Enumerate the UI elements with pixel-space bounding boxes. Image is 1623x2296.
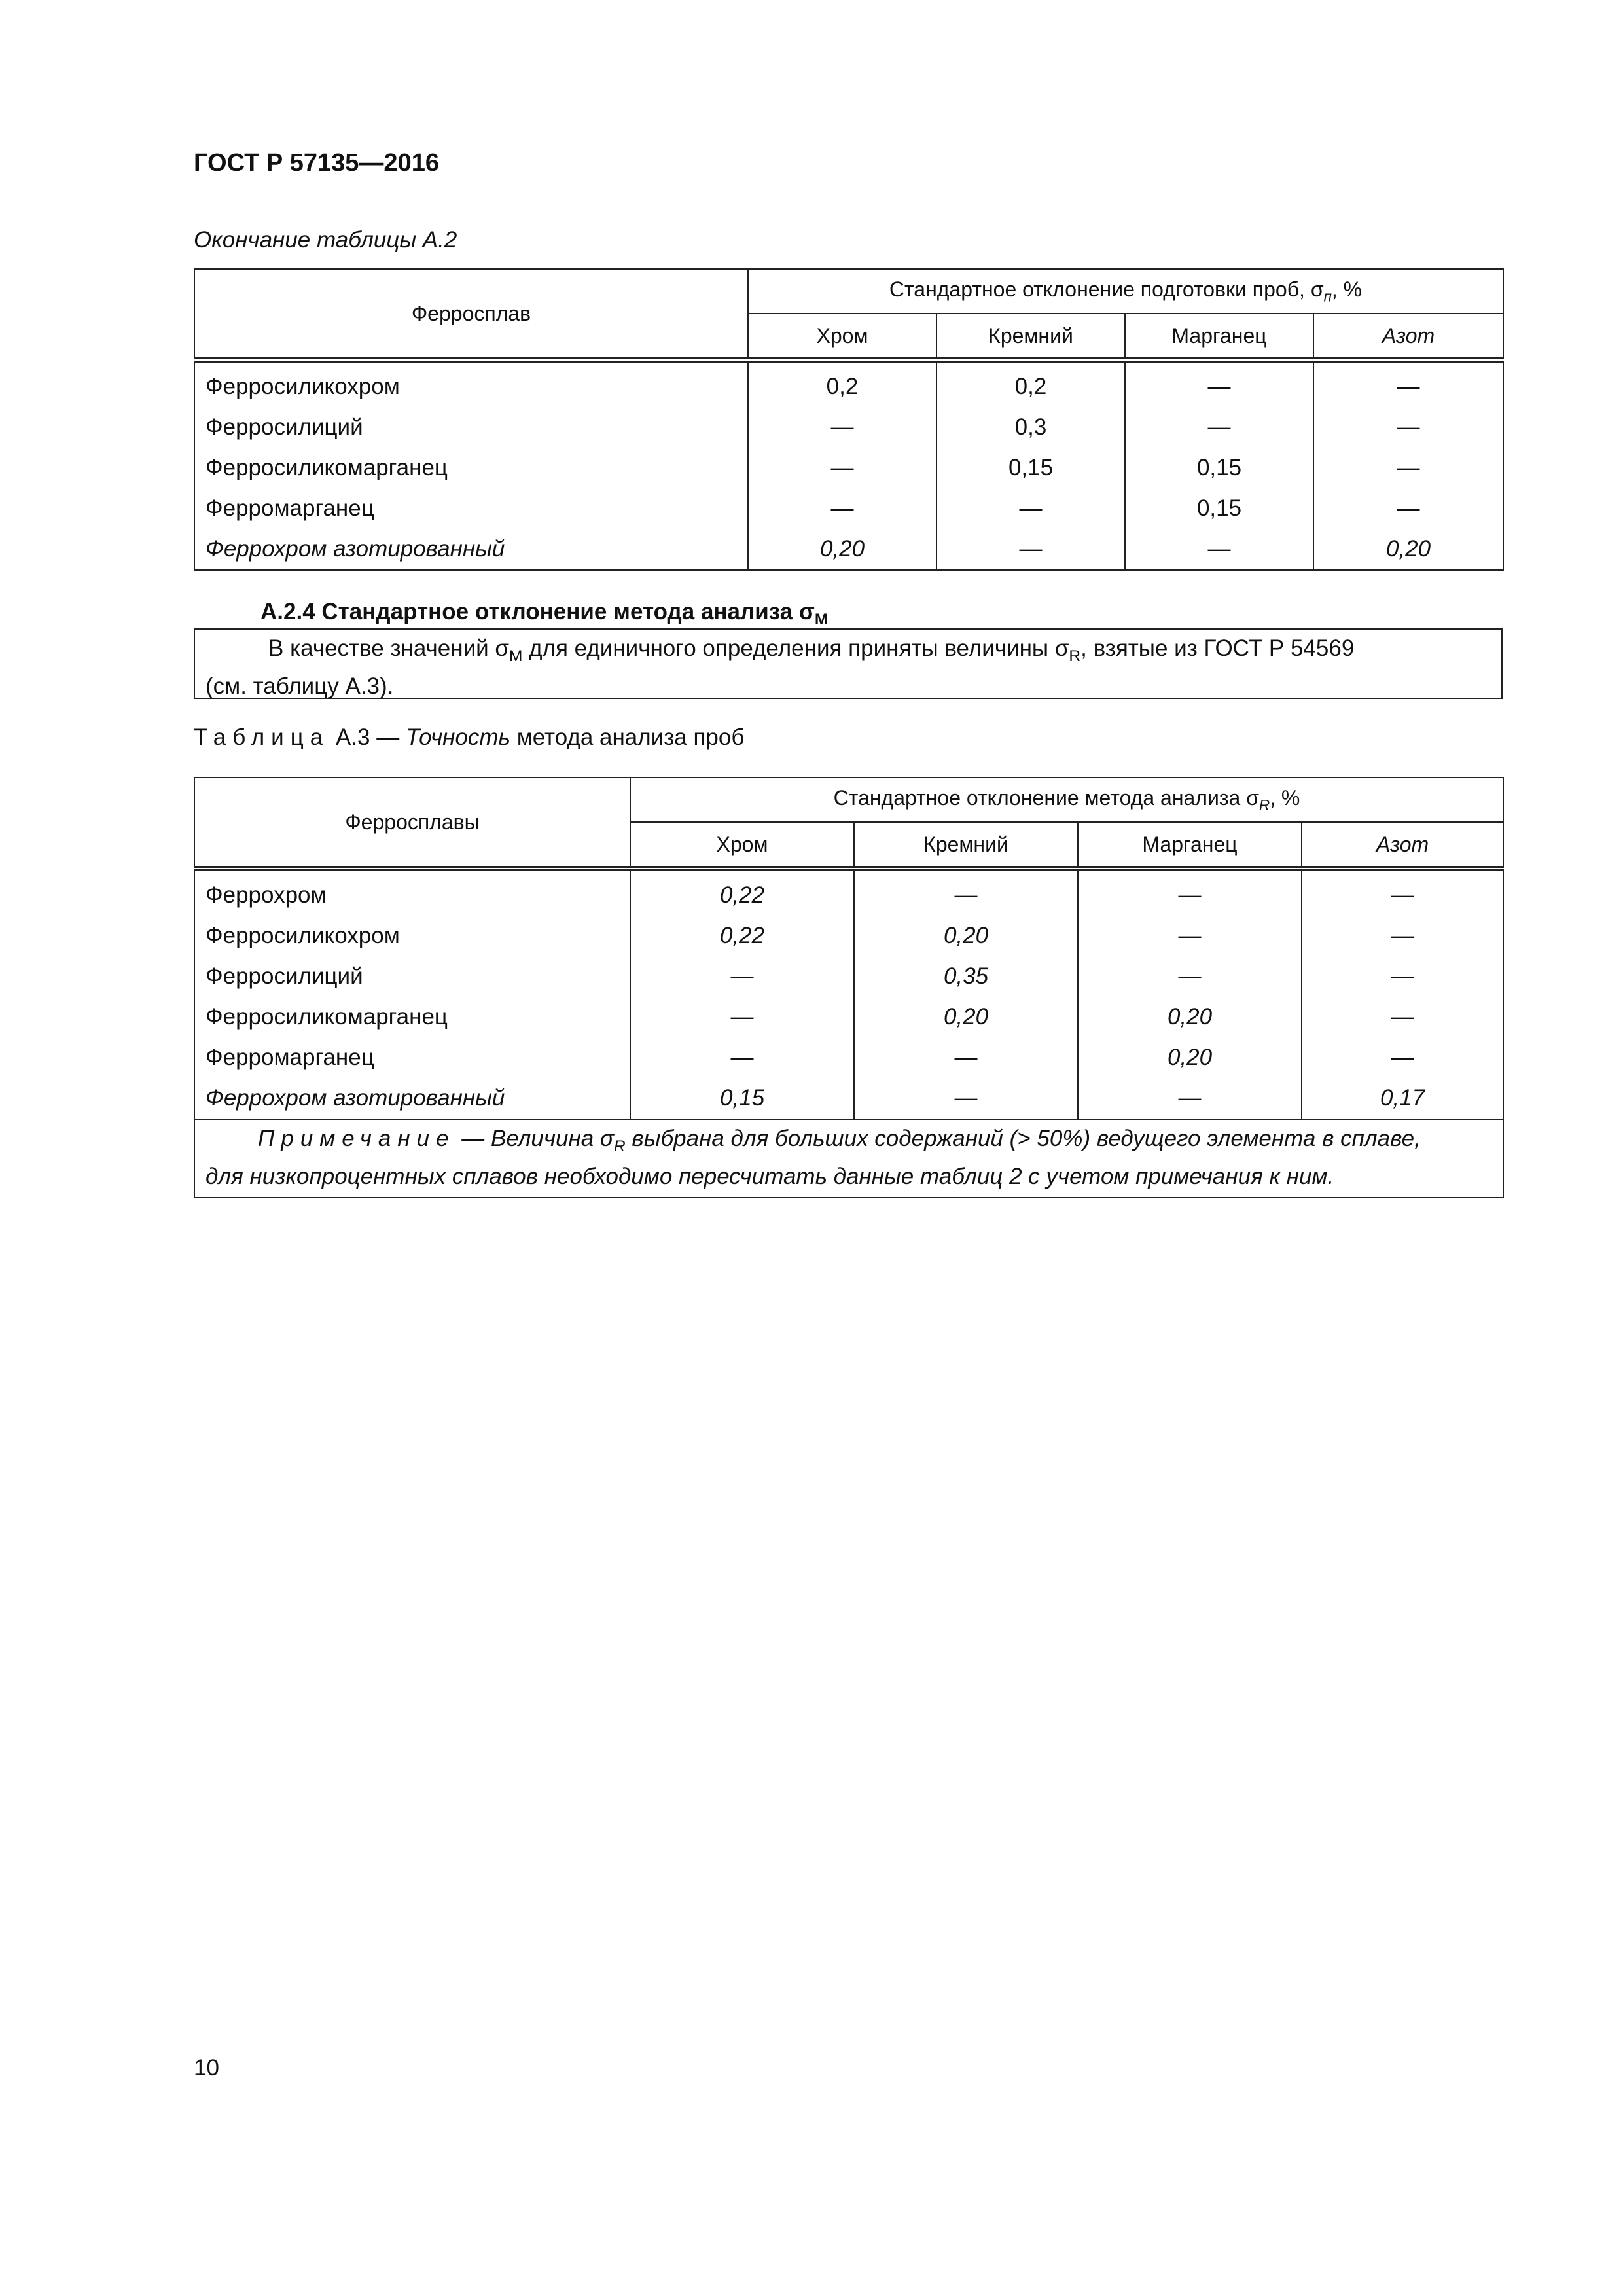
- row-name: Феррохром азотированный: [194, 529, 748, 570]
- cell-value: —: [1125, 360, 1313, 407]
- table-row: [194, 1037, 1503, 1078]
- cell-value: —: [1302, 956, 1503, 997]
- cell-value: —: [1302, 869, 1503, 916]
- table-note-row: [194, 1119, 1503, 1198]
- table-row: [194, 997, 1503, 1037]
- cell-value: —: [1125, 529, 1313, 570]
- table-a3-col-nitrogen: Азот: [1302, 822, 1503, 869]
- table-a3-caption: Таблица А.3 — Точность метода анализа проб: [194, 725, 745, 750]
- section-body-line1: В качестве значений $\sigma_М$ для единичного определения приняты величины $\sigma_R$, взятые из ГОСТ Р 54569: [268, 636, 1355, 665]
- table-a3-col-silicon: Кремний: [854, 822, 1078, 869]
- cell-value: —: [630, 1037, 854, 1078]
- table-continuation-label: Окончание таблицы А.2: [194, 227, 457, 253]
- section-heading-a24: А.2.4 Стандартное отклонение метода анализа $\sigma_М$: [260, 599, 829, 628]
- cell-value: —: [1078, 916, 1302, 956]
- cell-value: —: [1302, 916, 1503, 956]
- table-a3-header-alloys: Ферросплавы: [194, 778, 630, 869]
- row-name: Ферросиликохром: [194, 360, 748, 407]
- table-a3-group-header: Стандартное отклонение метода анализа $\sigma_R$, %: [630, 778, 1503, 822]
- cell-value: 0,20: [854, 997, 1078, 1037]
- cell-value: —: [630, 956, 854, 997]
- table-a3-col-chrome: Хром: [630, 822, 854, 869]
- table-a3: [194, 777, 1504, 1198]
- page-number: 10: [194, 2055, 219, 2081]
- document-code: ГОСТ Р 57135—2016: [194, 149, 439, 177]
- table-row: [194, 869, 1503, 916]
- table-row: [194, 488, 1503, 529]
- cell-value: 0,20: [854, 916, 1078, 956]
- cell-value: 0,15: [936, 448, 1125, 488]
- table-row: [194, 529, 1503, 570]
- cell-value: 0,20: [748, 529, 936, 570]
- row-name: Ферросилиций: [194, 956, 630, 997]
- table-row: [194, 916, 1503, 956]
- table-a2-col-nitrogen: Азот: [1313, 314, 1503, 360]
- row-name: Ферросилиций: [194, 407, 748, 448]
- cell-value: —: [748, 407, 936, 448]
- cell-value: 0,22: [630, 916, 854, 956]
- table-a2-col-silicon: Кремний: [936, 314, 1125, 360]
- cell-value: 0,17: [1302, 1078, 1503, 1119]
- cell-value: —: [1313, 360, 1503, 407]
- table-row: [194, 448, 1503, 488]
- cell-value: 0,22: [630, 869, 854, 916]
- cell-value: —: [1313, 407, 1503, 448]
- cell-value: —: [1078, 869, 1302, 916]
- table-a2-header-alloy: Ферросплав: [194, 269, 748, 360]
- cell-value: —: [630, 997, 854, 1037]
- row-name: Ферросиликомарганец: [194, 448, 748, 488]
- cell-value: —: [748, 488, 936, 529]
- cell-value: 0,20: [1313, 529, 1503, 570]
- cell-value: 0,15: [1125, 488, 1313, 529]
- cell-value: 0,15: [630, 1078, 854, 1119]
- row-name: Ферросиликомарганец: [194, 997, 630, 1037]
- cell-value: —: [1125, 407, 1313, 448]
- cell-value: —: [854, 869, 1078, 916]
- cell-value: —: [936, 529, 1125, 570]
- table-a2-col-chrome: Хром: [748, 314, 936, 360]
- cell-value: 0,35: [854, 956, 1078, 997]
- section-body-line2: (см. таблицу А.3).: [205, 673, 394, 699]
- cell-value: —: [748, 448, 936, 488]
- table-a2: [194, 268, 1504, 571]
- cell-value: 0,3: [936, 407, 1125, 448]
- cell-value: —: [936, 488, 1125, 529]
- cell-value: 0,20: [1078, 997, 1302, 1037]
- table-row: [194, 407, 1503, 448]
- section-body-a24: [194, 628, 1503, 699]
- cell-value: 0,15: [1125, 448, 1313, 488]
- table-row: [194, 956, 1503, 997]
- cell-value: 0,2: [748, 360, 936, 407]
- row-name: Феррохром азотированный: [194, 1078, 630, 1119]
- cell-value: —: [1078, 1078, 1302, 1119]
- cell-value: —: [1078, 956, 1302, 997]
- row-name: Ферромарганец: [194, 488, 748, 529]
- cell-value: —: [854, 1078, 1078, 1119]
- cell-value: —: [1302, 1037, 1503, 1078]
- table-a2-col-manganese: Марганец: [1125, 314, 1313, 360]
- row-name: Феррохром: [194, 869, 630, 916]
- cell-value: —: [1313, 448, 1503, 488]
- table-row: [194, 360, 1503, 407]
- row-name: Ферросиликохром: [194, 916, 630, 956]
- table-note: Примечание — Величина $\sigma_R$ выбрана для больших содержаний (> 50%) ведущего элемента в сплаве, для низкопроцентных сплавов необходимо пересчитать данные таблиц 2 с учетом примечания к ним.: [194, 1119, 1503, 1198]
- table-a2-group-header: Стандартное отклонение подготовки проб, $\sigma_п$, %: [748, 269, 1503, 314]
- table-row: [194, 1078, 1503, 1119]
- table-a3-col-manganese: Марганец: [1078, 822, 1302, 869]
- cell-value: 0,2: [936, 360, 1125, 407]
- cell-value: —: [1302, 997, 1503, 1037]
- row-name: Ферромарганец: [194, 1037, 630, 1078]
- cell-value: —: [1313, 488, 1503, 529]
- cell-value: 0,20: [1078, 1037, 1302, 1078]
- cell-value: —: [854, 1037, 1078, 1078]
